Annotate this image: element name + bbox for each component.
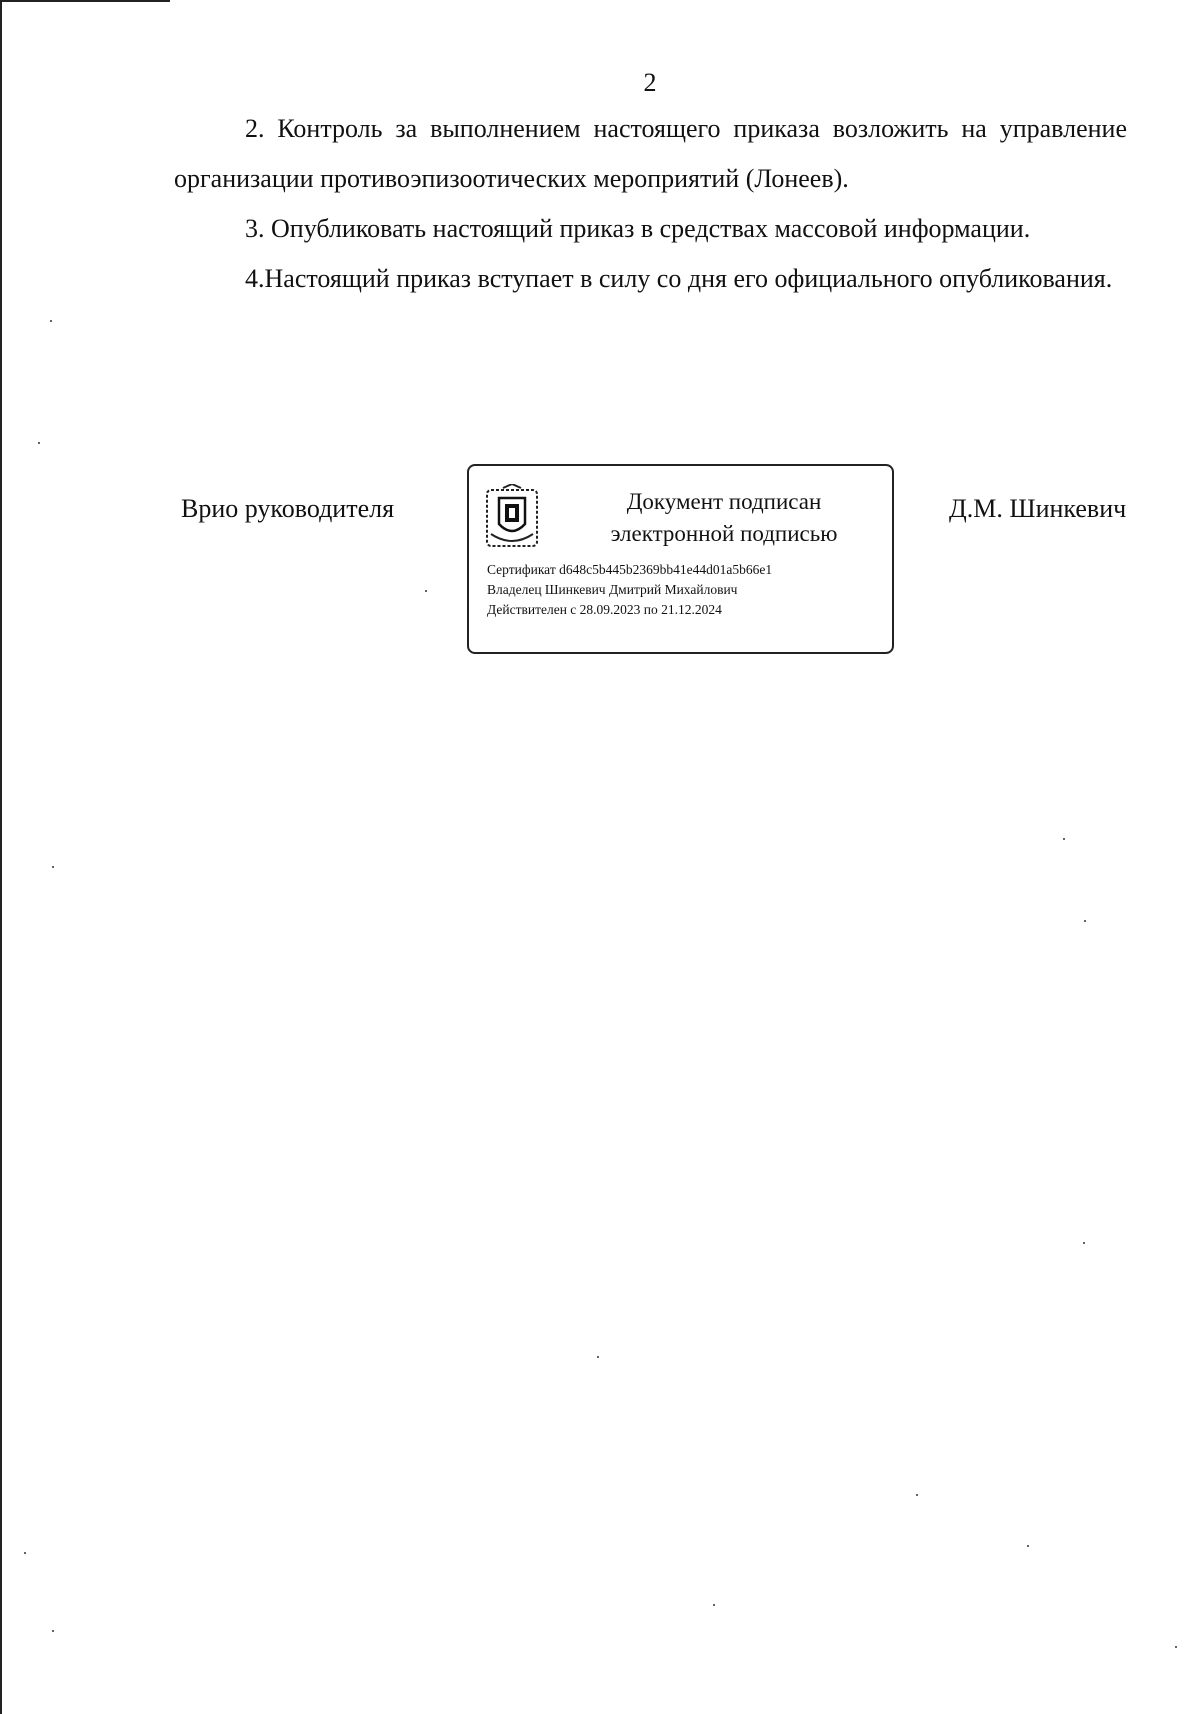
scan-speck	[1083, 1242, 1085, 1244]
scan-speck	[50, 320, 52, 322]
scan-speck	[52, 1630, 54, 1632]
scan-speck	[916, 1494, 918, 1496]
scan-speck	[52, 866, 54, 868]
stamp-heading-line1: Документ подписан	[626, 489, 822, 514]
stamp-certificate: Сертификат d648c5b445b2369bb41e44d01a5b66e1	[487, 562, 773, 577]
paragraph-control: 2. Контроль за выполнением настоящего приказа возложить на управление организации противоэпизоотических мероприятий (Лонеев).	[174, 114, 1127, 193]
scan-speck	[1175, 1646, 1177, 1648]
paragraph-effective: 4.Настоящий приказ вступает в силу со дня его официального опубликования.	[245, 264, 1113, 293]
scan-speck	[1027, 1545, 1029, 1547]
scan-edge-left	[0, 0, 2, 1714]
stamp-owner: Владелец Шинкевич Дмитрий Михайлович	[487, 582, 738, 597]
stamp-heading-line2: электронной подписью	[610, 521, 838, 546]
paragraph-publish: 3. Опубликовать настоящий приказ в средствах массовой информации.	[245, 214, 1031, 243]
e-signature-stamp	[467, 464, 894, 654]
scan-speck	[597, 1356, 599, 1358]
scan-edge-top	[0, 0, 170, 2]
stamp-details	[487, 560, 772, 620]
page-number: 2	[643, 68, 657, 97]
coat-of-arms-emblem	[485, 484, 539, 550]
scan-speck	[713, 1604, 715, 1606]
scan-speck	[1084, 920, 1086, 922]
scan-speck	[1063, 838, 1065, 840]
stamp-heading	[589, 486, 859, 550]
stamp-validity: Действителен с 28.09.2023 по 21.12.2024	[487, 602, 722, 617]
scan-speck	[24, 1552, 26, 1554]
scan-speck	[425, 590, 427, 592]
scan-speck	[38, 442, 40, 444]
signer-name: Д.М. Шинкевич	[949, 494, 1127, 523]
signer-title: Врио руководителя	[181, 494, 395, 523]
